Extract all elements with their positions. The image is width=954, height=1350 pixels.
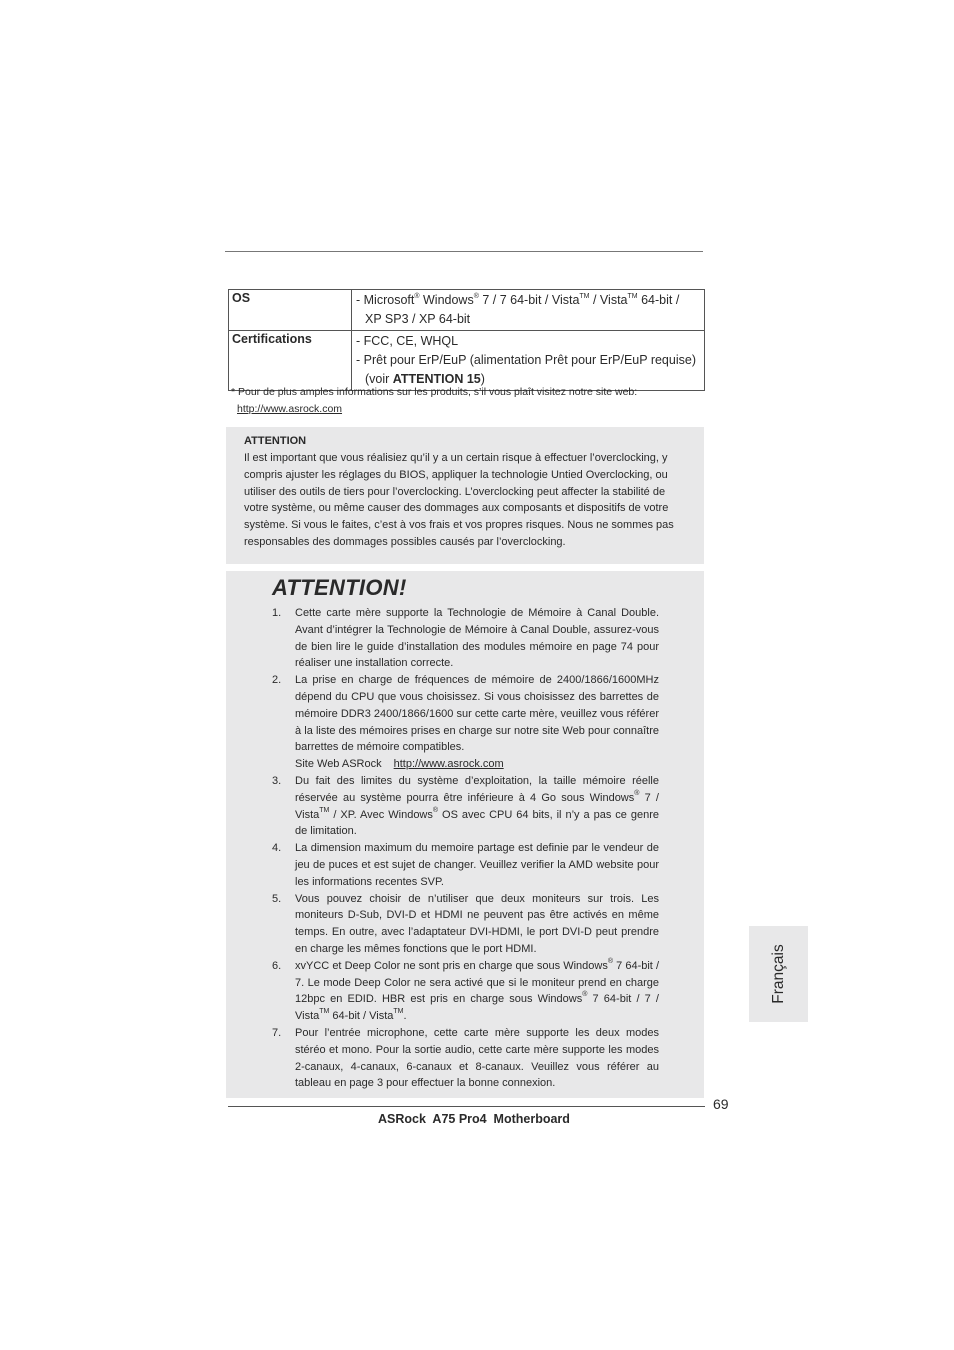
item-text: Du fait des limites du système d’exploitation, la taille mémoire réelle réservée au système pourra être inférieure à 4 Go sous Windows	[295, 774, 659, 804]
item-text: Cette carte mère supporte la Technologie de Mémoire à Canal Double. Avant d’intégrer la Technologie de Mémoire à Canal Double, assurez-vous de bien lire le guide d’installation des modules mémoire en page 74 pour réaliser une installation correcte.	[295, 607, 659, 670]
item-number: 7.	[272, 1026, 282, 1039]
site-line	[295, 756, 659, 773]
item-text: Pour l’entrée microphone, cette carte mère supporte les deux modes stéréo et mono. Pour la sortie audio, cette carte mère supporte les modes 2-canaux, 4-canaux, 6-canaux et 8-canaux. Veuillez vous référer au tableau en page 3 pour effectuer la bonne connexion.	[295, 1026, 659, 1090]
item-text: 64-bit / Vista	[329, 1010, 394, 1023]
trademark-mark: TM	[393, 1008, 404, 1016]
footer-title: ASRock A75 Pro4 Motherboard	[378, 1112, 570, 1126]
cert-text: )	[480, 372, 485, 386]
item-text: 7 64-bit / 7. Le mode Deep Color ne sera activé que si le moniteur prend en charge 12bpc en EDID. HBR est pris en charge sous Windows	[295, 959, 660, 1006]
list-item	[272, 840, 659, 890]
item-number: 2.	[272, 674, 282, 687]
item-text: 7 / Vista	[295, 791, 659, 821]
registered-mark: ®	[607, 957, 614, 965]
item-text: OS avec CPU 64 bits, il n’y a pas ce genre de limitation.	[295, 808, 659, 838]
registered-mark: ®	[582, 991, 588, 999]
page-number: 69	[713, 1096, 729, 1112]
item-text: 7 64-bit / 7 / Vista	[295, 993, 659, 1023]
item-text: La prise en charge de fréquences de mémoire de 2400/1866/1600MHz dépend du CPU que vous choisissez. Si vous choisissez des barrettes de mémoire DDR3 2400/1866/1600 sur cette carte mère, veuillez vous référer à la liste des mémoires prises en charge sur notre site Web pour connaître barrettes de mémoire compatibles.	[295, 674, 659, 754]
registered-mark: ®	[432, 806, 439, 814]
caution-body: Il est important que vous réalisiez qu’il y a un certain risque à effectuer l’overclocking, y compris ajuster les réglages du BIOS, appliquer la technologie Untied Overclocking, ou utiliser des outils de tiers pour l’overclocking. L’overclocking peut affecter la stabilité de votre système, ou même causer des dommages aux composants et dispositifs de votre système. Si vous le faites, c’est à vos frais et vos propres risques. Nous ne sommes pas responsables des dommages possibles causés par l’overclocking.	[244, 452, 674, 548]
registered-mark: ®	[634, 789, 640, 797]
item-text: La dimension maximum du memoire partage est definie par le vendeur de jeu de puces et est sujet de changer. Veuillez verifier la AMD website pour les informations recentes SVP.	[295, 842, 659, 888]
footnote-text: * Pour de plus amples informations sur les produits, s’il vous plaît visitez notre site web:	[231, 386, 638, 398]
list-item	[272, 891, 659, 958]
os-line-2: XP SP3 / XP 64-bit	[365, 312, 471, 326]
attention-list	[272, 605, 659, 1092]
attention-box	[226, 571, 704, 1098]
spec-row-certifications	[229, 331, 705, 391]
trademark-mark: TM	[319, 806, 330, 814]
spec-row-os	[229, 290, 705, 331]
site-link[interactable]: http://www.asrock.com	[393, 758, 504, 771]
top-rule	[225, 251, 703, 252]
registered-mark: ®	[414, 293, 420, 300]
certifications-value	[352, 331, 705, 391]
overclocking-caution-box	[226, 427, 704, 564]
footnote	[231, 384, 637, 418]
os-text: Windows	[419, 293, 474, 307]
list-item	[272, 672, 659, 773]
site-label: Site Web ASRock	[295, 758, 382, 771]
item-number: 5.	[272, 892, 282, 905]
item-number: 1.	[272, 607, 282, 619]
item-text: Vous pouvez choisir de n’utiliser que deux moniteurs sur trois. Les moniteurs D-Sub, DVI-D et HDMI ne peuvent pas être activés en même temps. En outre, avec l’adaptateur DVI-HDMI, le port DVI-D peut prendre en charge les mêmes fonctions que le port HDMI.	[295, 892, 659, 955]
language-tab	[749, 926, 808, 1022]
bottom-rule	[228, 1106, 705, 1107]
cert-line-1: - FCC, CE, WHQL	[356, 334, 459, 348]
list-item	[272, 1025, 659, 1092]
language-tab-label: Français	[769, 944, 787, 1004]
os-text: 64-bit /	[637, 293, 680, 307]
os-text: - Microsoft	[356, 293, 415, 307]
trademark-mark: TM	[627, 293, 638, 300]
os-text: / Vista	[589, 293, 628, 307]
item-text: .	[403, 1010, 407, 1023]
cert-attention-ref: ATTENTION 15	[392, 372, 481, 386]
list-item	[272, 773, 659, 840]
list-item	[272, 605, 659, 672]
item-number: 4.	[272, 842, 282, 855]
registered-mark: ®	[473, 293, 479, 300]
footnote-link[interactable]: http://www.asrock.com	[237, 403, 343, 415]
item-number: 6.	[272, 959, 282, 972]
os-label: OS	[229, 290, 352, 331]
item-number: 3.	[272, 774, 282, 787]
list-item	[272, 958, 659, 1025]
cert-line-2: - Prêt pour ErP/EuP (alimentation Prêt pour ErP/EuP requise)	[356, 353, 696, 367]
cert-text: (voir	[365, 372, 393, 386]
trademark-mark: TM	[579, 293, 590, 300]
trademark-mark: TM	[319, 1008, 330, 1016]
os-text: 7 / 7 64-bit / Vista	[478, 293, 580, 307]
spec-table	[228, 289, 705, 391]
caution-title: ATTENTION	[244, 435, 307, 447]
item-text: / XP. Avec Windows	[329, 808, 433, 821]
os-value	[352, 290, 705, 331]
attention-heading: ATTENTION!	[272, 575, 407, 600]
item-text: xvYCC et Deep Color ne sont pris en charge que sous Windows	[295, 959, 608, 972]
certifications-label: Certifications	[229, 331, 352, 391]
